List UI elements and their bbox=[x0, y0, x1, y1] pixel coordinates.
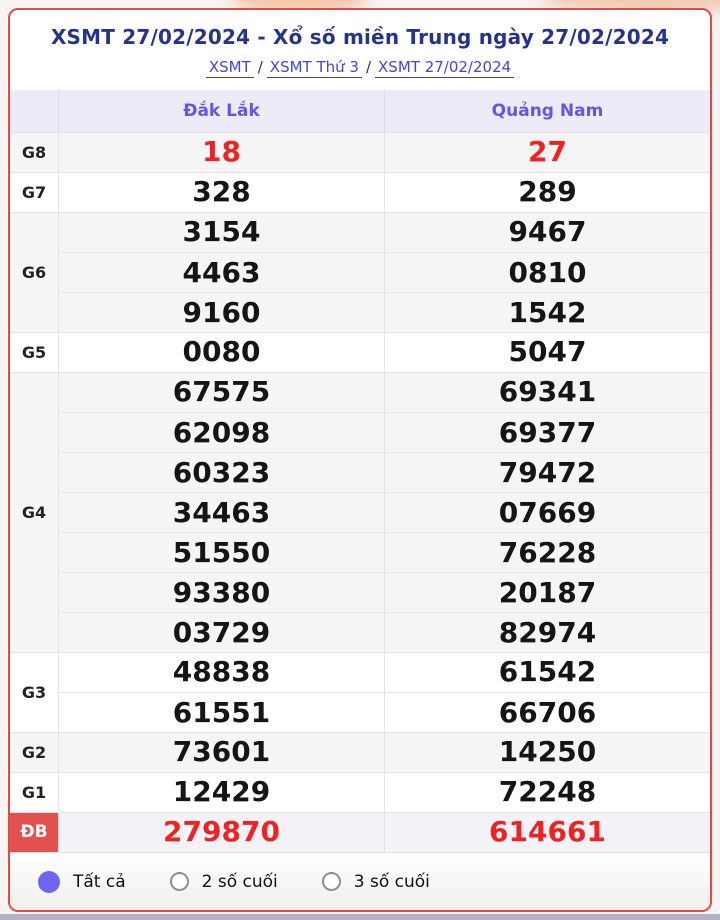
prize-row-g7 bbox=[10, 172, 710, 212]
prize-number: 82974 bbox=[385, 612, 710, 652]
prize-row-g5 bbox=[10, 332, 710, 372]
province-header-1[interactable]: Đắk Lắk bbox=[58, 90, 384, 132]
prize-values-g7-province-2 bbox=[384, 172, 710, 212]
display-filter-bar bbox=[10, 852, 710, 910]
results-card bbox=[8, 8, 712, 912]
prize-values-g4-province-1 bbox=[58, 372, 384, 652]
prize-row-g1 bbox=[10, 772, 710, 812]
radio-last-3-digits[interactable] bbox=[322, 872, 341, 891]
prize-label-g8: G8 bbox=[21, 142, 47, 162]
prize-number: 4463 bbox=[59, 252, 384, 292]
prize-number: 12429 bbox=[172, 775, 271, 808]
prize-number: 07669 bbox=[385, 492, 710, 532]
prize-number: 20187 bbox=[385, 572, 710, 612]
prize-number: 48838 bbox=[172, 655, 271, 688]
label-column-spacer bbox=[10, 90, 58, 132]
prize-number: 69341 bbox=[498, 375, 597, 408]
prize-label-g4: G4 bbox=[21, 502, 47, 522]
prize-number: 03729 bbox=[59, 612, 384, 652]
prize-number: 27 bbox=[528, 135, 567, 168]
prize-number: 5047 bbox=[508, 335, 587, 368]
prize-values-g5-province-1 bbox=[58, 332, 384, 372]
prize-values-g8-province-2 bbox=[384, 132, 710, 172]
prize-number: 614661 bbox=[489, 815, 606, 848]
prize-label-db: ĐB bbox=[10, 812, 58, 852]
prize-row-g8 bbox=[10, 132, 710, 172]
prize-number: 0080 bbox=[182, 335, 261, 368]
prize-row-g4 bbox=[10, 372, 710, 652]
results-table bbox=[10, 132, 710, 852]
province-header-row bbox=[10, 90, 710, 132]
filter-option-label: Tất cả bbox=[73, 871, 126, 892]
prize-number: 289 bbox=[518, 175, 577, 208]
prize-number: 18 bbox=[202, 135, 241, 168]
prize-number: 9467 bbox=[508, 215, 587, 248]
page-title: XSMT 27/02/2024 - Xổ số miền Trung ngày 27/02/2024 bbox=[50, 25, 670, 49]
prize-number: 279870 bbox=[163, 815, 280, 848]
radio-all-selected[interactable] bbox=[38, 871, 60, 893]
prize-row-g6 bbox=[10, 212, 710, 332]
breadcrumb bbox=[10, 58, 710, 76]
prize-number: 9160 bbox=[59, 292, 384, 332]
breadcrumb-separator: / bbox=[257, 58, 263, 76]
filter-option-label: 3 số cuối bbox=[353, 871, 430, 892]
breadcrumb-separator: / bbox=[365, 58, 372, 76]
prize-values-g6-province-1 bbox=[58, 212, 384, 332]
page-bottom-strip bbox=[0, 914, 720, 920]
prize-number: 76228 bbox=[385, 532, 710, 572]
prize-values-g4-province-2 bbox=[384, 372, 710, 652]
prize-label-g7: G7 bbox=[21, 182, 47, 202]
prize-number: 34463 bbox=[59, 492, 384, 532]
prize-number: 61542 bbox=[498, 655, 597, 688]
filter-option-all[interactable] bbox=[38, 871, 126, 893]
prize-values-g3-province-1 bbox=[58, 652, 384, 732]
province-header-2[interactable]: Quảng Nam bbox=[384, 90, 710, 132]
prize-values-g5-province-2 bbox=[384, 332, 710, 372]
filter-option-last-2-digits[interactable] bbox=[170, 872, 278, 892]
prize-number: 328 bbox=[192, 175, 251, 208]
prize-row-db bbox=[10, 812, 710, 852]
prize-label-g6: G6 bbox=[21, 262, 47, 282]
prize-row-g3 bbox=[10, 652, 710, 732]
prize-number: 79472 bbox=[385, 452, 710, 492]
prize-number: 61551 bbox=[59, 692, 384, 732]
prize-number: 93380 bbox=[59, 572, 384, 612]
prize-number: 62098 bbox=[59, 412, 384, 452]
prize-values-g1-province-1 bbox=[58, 772, 384, 812]
prize-values-g7-province-1 bbox=[58, 172, 384, 212]
prize-number: 73601 bbox=[172, 735, 271, 768]
prize-values-db-province-2 bbox=[384, 812, 710, 852]
prize-number: 3154 bbox=[182, 215, 261, 248]
prize-number: 51550 bbox=[59, 532, 384, 572]
prize-label-g1: G1 bbox=[21, 782, 47, 802]
prize-values-g3-province-2 bbox=[384, 652, 710, 732]
prize-number: 69377 bbox=[385, 412, 710, 452]
radio-last-2-digits[interactable] bbox=[170, 872, 189, 891]
prize-number: 1542 bbox=[385, 292, 710, 332]
prize-number: 0810 bbox=[385, 252, 710, 292]
card-header bbox=[10, 10, 710, 90]
prize-label-g3: G3 bbox=[21, 682, 47, 702]
prize-values-g2-province-1 bbox=[58, 732, 384, 772]
prize-row-g2 bbox=[10, 732, 710, 772]
prize-values-g2-province-2 bbox=[384, 732, 710, 772]
prize-number: 14250 bbox=[498, 735, 597, 768]
prize-number: 60323 bbox=[59, 452, 384, 492]
prize-number: 72248 bbox=[498, 775, 597, 808]
breadcrumb-link-2[interactable]: XSMT Thứ 3 bbox=[267, 58, 362, 78]
filter-option-label: 2 số cuối bbox=[201, 871, 278, 892]
prize-label-g2: G2 bbox=[21, 742, 47, 762]
prize-label-g5: G5 bbox=[21, 342, 47, 362]
prize-number: 66706 bbox=[385, 692, 710, 732]
breadcrumb-link-1[interactable]: XSMT bbox=[206, 58, 254, 78]
prize-values-g6-province-2 bbox=[384, 212, 710, 332]
prize-values-g8-province-1 bbox=[58, 132, 384, 172]
prize-number: 67575 bbox=[172, 375, 271, 408]
prize-values-db-province-1 bbox=[58, 812, 384, 852]
breadcrumb-link-3[interactable]: XSMT 27/02/2024 bbox=[375, 58, 514, 78]
prize-values-g1-province-2 bbox=[384, 772, 710, 812]
filter-option-last-3-digits[interactable] bbox=[322, 872, 430, 892]
